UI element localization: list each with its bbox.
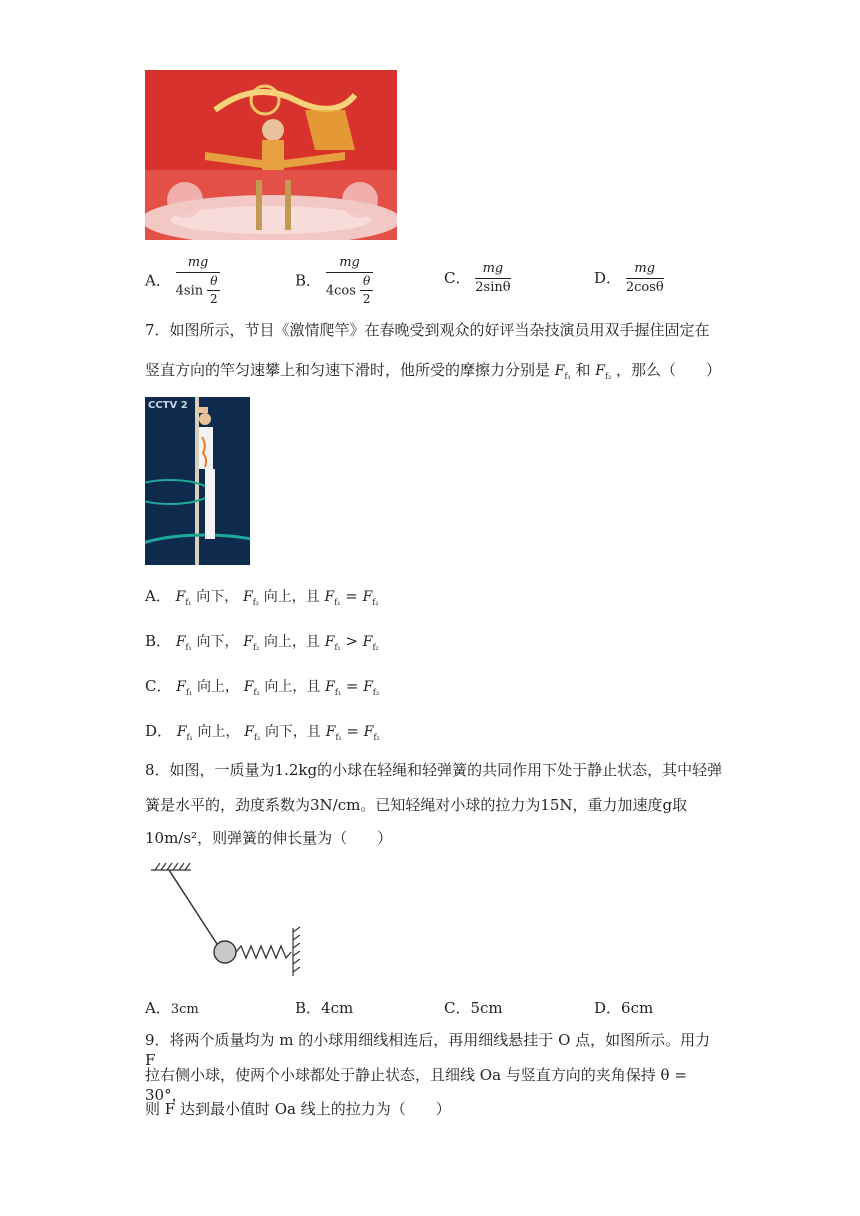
pole-photo-drawing [145, 397, 250, 565]
option-letter: A． [145, 271, 171, 290]
q7-option-b[interactable]: B． $F_{f_1}$ 向下， $F_{f_2}$ 向上，且 $F_{f_1} > F_{f_2}$ [145, 632, 379, 652]
q8-line1: 8．如图，一质量为1.2kg的小球在轻绳和轻弹簧的共同作用下处于静止状态，其中轻弹 [145, 761, 723, 779]
q8-option-c[interactable]: C．5cm [444, 999, 503, 1017]
acrobat-stage-photo [145, 70, 397, 240]
channel-logo: CCTV 2 [148, 400, 188, 411]
fraction: mg 4cos $\frac{\theta}{2}$ [326, 256, 373, 307]
ball [214, 941, 236, 963]
q7-option-c[interactable]: C． $F_{f_1}$ 向上， $F_{f_2}$ 向上，且 $F_{f_1} = F_{f_2}$ [145, 677, 380, 697]
rope [169, 870, 217, 944]
q7-option-a[interactable]: A． $F_{f_1}$ 向下， $F_{f_2}$ 向上，且 $F_{f_1} = F_{f_2}$ [145, 587, 379, 607]
rope-spring-diagram [145, 860, 315, 985]
q7-option-d[interactable]: D． $F_{f_1}$ 向上， $F_{f_2}$ 向下，且 $F_{f_1} = F_{f_2}$ [145, 722, 380, 742]
q9-line1: 9．将两个质量均为 m 的小球用细线相连后，再用细线悬挂于 O 点，如图所示。用力 F [145, 1031, 711, 1069]
q8-option-d[interactable]: D．6cm [594, 999, 654, 1017]
q7-line1: 7．如图所示，节目《激情爬竿》在春晚受到观众的好评当杂技演员用双手握住固定在 [145, 321, 710, 339]
q8-line3: 10m/s²，则弹簧的伸长量为（ ） [145, 829, 393, 847]
ceiling-hatch [151, 863, 191, 870]
stage-photo-drawing [145, 70, 397, 240]
fraction: $\frac{mg}{2\sin\theta}$ [475, 261, 511, 295]
q8-option-b[interactable]: B．4cm [295, 999, 354, 1017]
wall-hatch [293, 927, 300, 976]
q7-line2: 竖直方向的竿匀速攀上和匀速下滑时，他所受的摩擦力分别是 $F_{f_1}$ 和 $F_{f_2}$ ，那么（ ） [145, 361, 721, 381]
spring [236, 946, 291, 958]
option-letter: B． [295, 271, 322, 290]
q8-line2: 簧是水平的，劲度系数为3N/cm。已知轻绳对小球的拉力为15N，重力加速度g取 [145, 796, 688, 814]
q6-option-d[interactable] [594, 262, 664, 296]
q8-option-a[interactable]: A．3cm [145, 999, 199, 1017]
fraction: $\frac{mg}{2\cos\theta}$ [625, 261, 664, 295]
q6-option-c[interactable] [444, 262, 511, 296]
q6-option-b[interactable] [295, 256, 373, 307]
fraction: mg 4sin $\frac{\theta}{2}$ [176, 256, 221, 307]
q9-line3: 则 F 达到最小值时 Oa 线上的拉力为（ ） [145, 1100, 451, 1118]
q6-option-a[interactable] [145, 256, 220, 307]
q9-line2: 拉右侧小球，使两个小球都处于静止状态，且细线 Oa 与竖直方向的夹角保持 θ = 30°， [145, 1066, 687, 1104]
pole-climber-photo [145, 397, 250, 565]
option-letter: C． [444, 268, 471, 287]
option-letter: D． [594, 268, 622, 287]
